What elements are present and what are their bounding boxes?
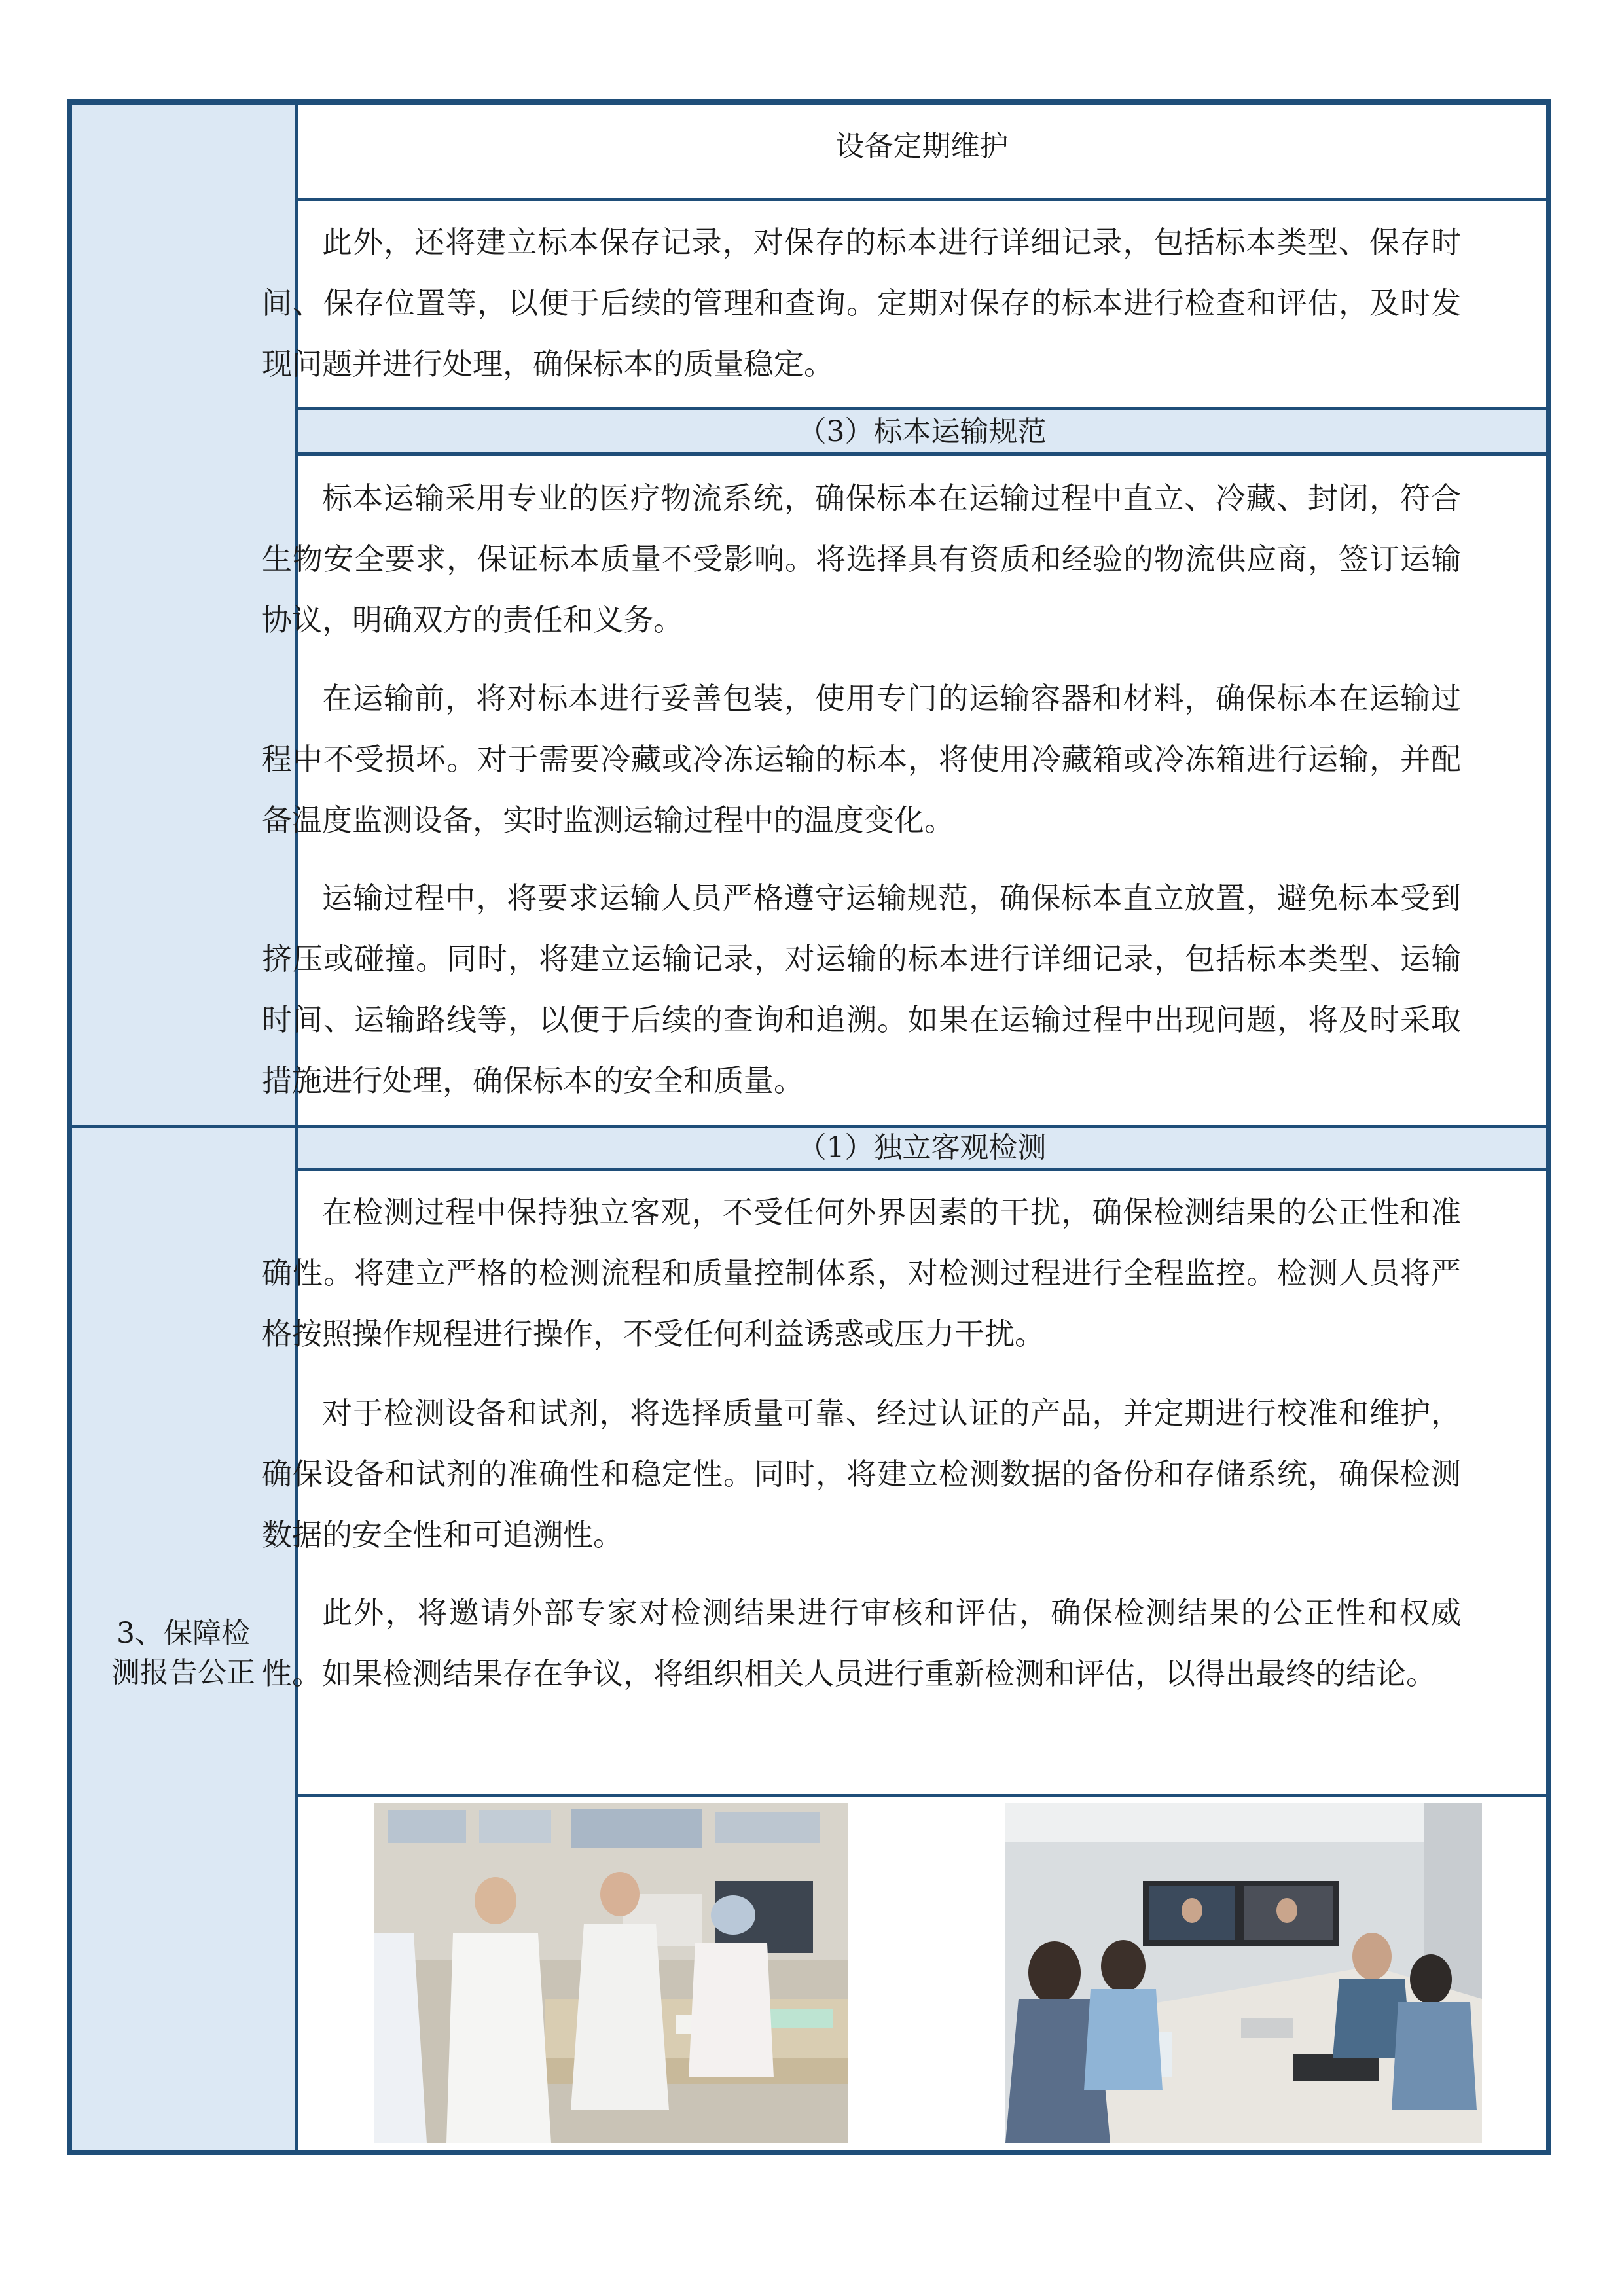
row-label (72, 1614, 295, 1693)
section-heading-maintenance: 设备定期维护 (835, 130, 1009, 163)
photo-video-meeting (1005, 1803, 1482, 2143)
paragraph-transport-1: 标本运输采用专业的医疗物流系统，确保标本在运输过程中直立、冷藏、封闭，符合生物安全要求，保证标本质量不受影响。将选择具有资质和经验的物流供应商，签订运输协议，明确双方的责任和义务。 (262, 480, 1461, 637)
row-divider (298, 1794, 1546, 1797)
meeting-photo-illustration (1005, 1803, 1482, 2143)
paragraph-transport-2: 在运输前，将对标本进行妥善包装，使用专门的运输容器和材料，确保标本在运输过程中不受损坏。对于需要冷藏或冷冻运输的标本，将使用冷藏箱或冷冻箱进行运输，并配备温度监测设备，实时监测运输过程中的温度变化。 (262, 681, 1461, 838)
row-divider (298, 1168, 1546, 1171)
section-heading-independent: （1）独立客观检测 (797, 1131, 1047, 1164)
row-label-line-2: 测报告公正 (111, 1656, 255, 1689)
lab-photo-illustration (374, 1803, 848, 2143)
content-table (67, 99, 1551, 2155)
photo-lab-inspection (374, 1803, 848, 2143)
row-divider (298, 198, 1546, 201)
paragraph-transport-3: 运输过程中，将要求运输人员严格遵守运输规范，确保标本直立放置，避免标本受到挤压或碰撞。同时，将建立运输记录，对运输的标本进行详细记录，包括标本类型、运输时间、运输路线等，以便于后续的查询和追溯。如果在运输过程中出现问题，将及时采取措施进行处理，确保标本的安全和质量。 (262, 880, 1461, 1098)
paragraph-independent-3: 此外，将邀请外部专家对检测结果进行审核和评估，确保检测结果的公正性和权威性。如果检测结果存在争议，将组织相关人员进行重新检测和评估，以得出最终的结论。 (262, 1595, 1461, 1691)
paragraph-independent-2: 对于检测设备和试剂，将选择质量可靠、经过认证的产品，并定期进行校准和维护，确保设备和试剂的准确性和稳定性。同时，将建立检测数据的备份和存储系统，确保检测数据的安全性和可追溯性。 (262, 1395, 1461, 1552)
section-heading-transport: （3）标本运输规范 (797, 415, 1047, 448)
row-divider (298, 452, 1546, 456)
paragraph-storage-records: 此外，还将建立标本保存记录，对保存的标本进行详细记录，包括标本类型、保存时间、保存位置等，以便于后续的管理和查询。定期对保存的标本进行检查和评估，及时发现问题并进行处理，确保标本的质量稳定。 (262, 224, 1461, 382)
row-label-line-1: 3、保障检 (117, 1617, 250, 1650)
paragraph-independent-1: 在检测过程中保持独立客观，不受任何外界因素的干扰，确保检测结果的公正性和准确性。将建立严格的检测流程和质量控制体系，对检测过程进行全程监控。检测人员将严格按照操作规程进行操作，不受任何利益诱惑或压力干扰。 (262, 1194, 1461, 1352)
